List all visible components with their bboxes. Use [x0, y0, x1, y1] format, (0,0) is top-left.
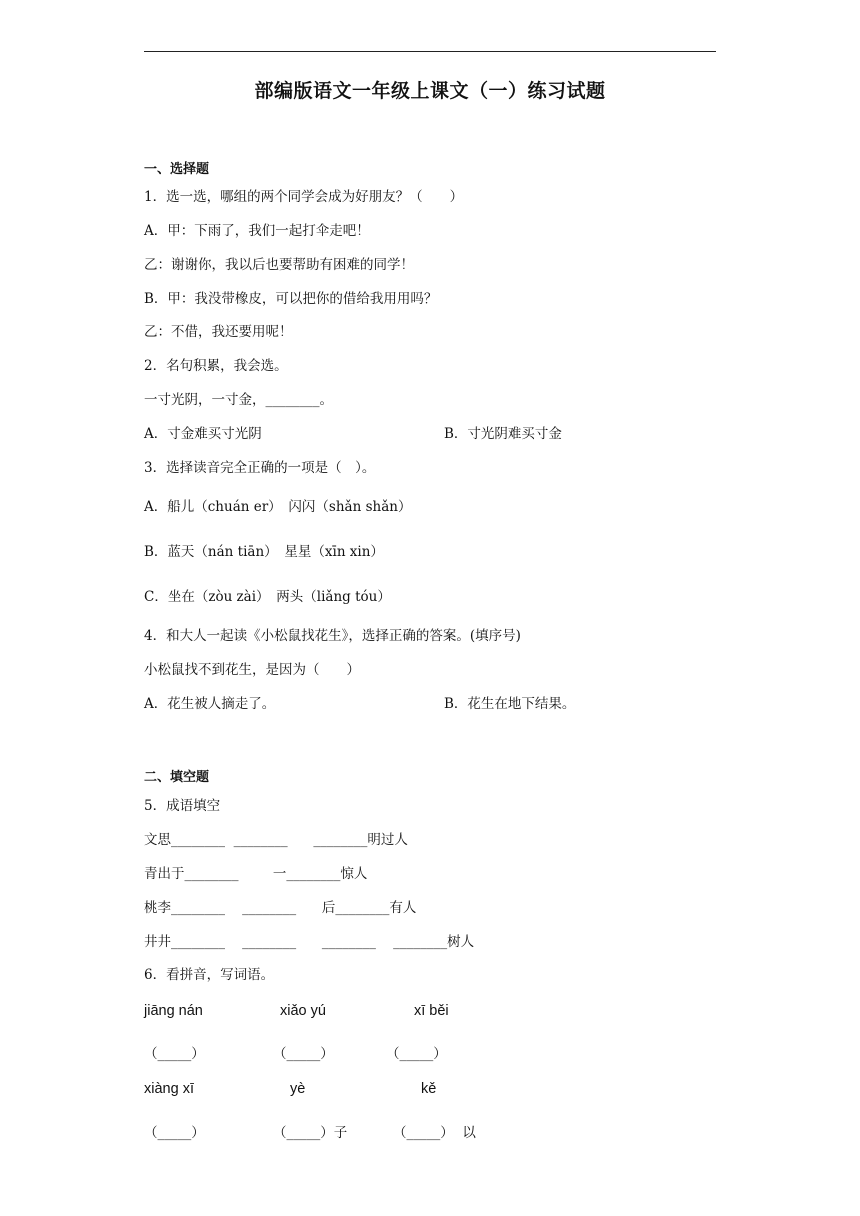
q6-answer-blank: （_____）: [386, 1046, 447, 1062]
q6-pinyin: jiāng nán: [144, 1003, 203, 1019]
q5-idiom-row-4: 井井________ ________ ________ ________树人: [144, 934, 475, 950]
q3-option-b: B．蓝天（nán tiān） 星星（xīn xin）: [144, 544, 384, 560]
q2-option-a: A．寸金难买寸光阴: [144, 426, 262, 442]
q4-sub-question: 小松鼠找不到花生，是因为（ ）: [144, 662, 360, 678]
q4-option-b: B．花生在地下结果。: [444, 696, 576, 712]
q6-answer-blank: （_____）子: [273, 1125, 348, 1141]
q3-option-a: A．船儿（chuán er） 闪闪（shǎn shǎn）: [144, 499, 412, 515]
q6-answer-blank: （_____）: [144, 1046, 205, 1062]
q1-option-a-line1: A．甲：下雨了，我们一起打伞走吧！: [144, 223, 370, 239]
page-title: 部编版语文一年级上课文（一）练习试题: [254, 80, 606, 102]
q1-stem: 1．选一选，哪组的两个同学会成为好朋友？（ ）: [144, 189, 464, 205]
q4-stem: 4．和大人一起读《小松鼠找花生》，选择正确的答案。(填序号): [144, 628, 521, 644]
section-heading-choice: 一、选择题: [144, 162, 210, 177]
q6-pinyin: xiǎo yú: [280, 1003, 326, 1019]
q1-option-b-line2: 乙：不借，我还要用呢！: [144, 324, 293, 340]
q1-option-b-line1: B．甲：我没带橡皮，可以把你的借给我用用吗？: [144, 291, 438, 307]
q2-option-b: B．寸光阴难买寸金: [444, 426, 562, 442]
q5-stem: 5．成语填空: [144, 798, 221, 814]
q4-option-a: A．花生被人摘走了。: [144, 696, 276, 712]
q2-stem: 2．名句积累，我会选。: [144, 358, 288, 374]
q1-option-a-line2: 乙：谢谢你，我以后也要帮助有困难的同学！: [144, 257, 414, 273]
q2-sentence: 一寸光阴，一寸金，________。: [144, 392, 333, 408]
q5-idiom-row-2: 青出于________ 一________惊人: [144, 866, 368, 882]
q3-stem: 3．选择读音完全正确的一项是（ ）。: [144, 460, 376, 476]
q6-pinyin: xī běi: [414, 1003, 449, 1019]
q6-answer-blank: （_____） 以: [393, 1125, 476, 1141]
q6-pinyin: xiàng xī: [144, 1081, 194, 1097]
q6-answer-blank: （_____）: [144, 1125, 205, 1141]
q6-pinyin: yè: [290, 1081, 306, 1097]
q5-idiom-row-3: 桃李________ ________ 后________有人: [144, 900, 417, 916]
q6-pinyin: kě: [421, 1081, 437, 1097]
q6-stem: 6．看拼音，写词语。: [144, 967, 275, 983]
section-heading-fill: 二、填空题: [144, 770, 210, 785]
q6-answer-blank: （_____）: [273, 1046, 334, 1062]
header-rule: [144, 51, 716, 52]
q3-option-c: C．坐在（zòu zài） 两头（liǎng tóu）: [144, 589, 391, 605]
q5-idiom-row-1: 文思________ ________ ________明过人: [144, 832, 408, 848]
